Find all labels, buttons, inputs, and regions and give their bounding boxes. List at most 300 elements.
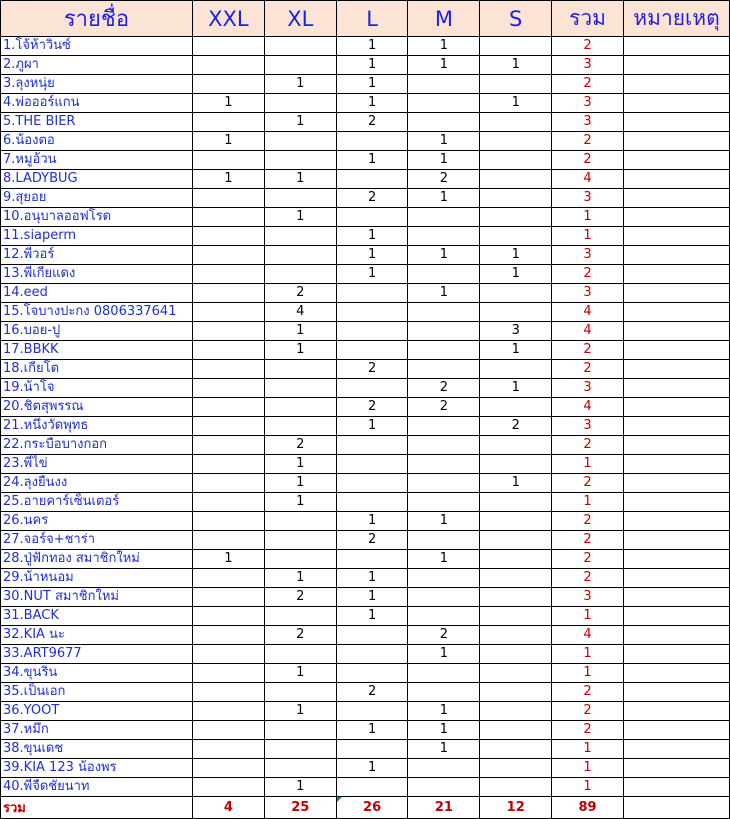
cell-name[interactable]: 3.ลุงหนุ่ย xyxy=(1,75,193,94)
cell-m[interactable] xyxy=(408,322,480,341)
cell-note[interactable] xyxy=(623,265,729,284)
cell-xl[interactable]: 1 xyxy=(264,455,336,474)
cell-l[interactable]: 1 xyxy=(336,151,408,170)
cell-xl[interactable] xyxy=(264,151,336,170)
cell-total[interactable]: 3 xyxy=(552,379,624,398)
cell-s[interactable]: 1 xyxy=(480,379,552,398)
cell-s[interactable]: 1 xyxy=(480,246,552,265)
cell-xxl[interactable] xyxy=(192,474,264,493)
cell-name[interactable]: 30.NUT สมาชิกใหม่ xyxy=(1,588,193,607)
cell-xxl[interactable] xyxy=(192,740,264,759)
cell-total[interactable]: 2 xyxy=(552,683,624,702)
cell-name[interactable]: 1.โจ้ห้าวินซ์ xyxy=(1,37,193,56)
cell-note[interactable] xyxy=(623,702,729,721)
cell-total[interactable]: 2 xyxy=(552,531,624,550)
cell-xxl[interactable] xyxy=(192,113,264,132)
cell-name[interactable]: 7.หมูอ้วน xyxy=(1,151,193,170)
cell-l[interactable] xyxy=(336,493,408,512)
cell-total[interactable]: 4 xyxy=(552,626,624,645)
cell-total[interactable]: 2 xyxy=(552,702,624,721)
cell-s[interactable] xyxy=(480,588,552,607)
cell-total[interactable]: 1 xyxy=(552,607,624,626)
cell-l[interactable]: 1 xyxy=(336,246,408,265)
cell-m[interactable]: 1 xyxy=(408,37,480,56)
cell-m[interactable] xyxy=(408,436,480,455)
cell-xxl[interactable] xyxy=(192,37,264,56)
cell-name[interactable]: 11.siaperm xyxy=(1,227,193,246)
cell-m[interactable] xyxy=(408,607,480,626)
cell-total[interactable]: 1 xyxy=(552,208,624,227)
cell-m[interactable]: 1 xyxy=(408,246,480,265)
cell-xxl[interactable] xyxy=(192,493,264,512)
cell-total[interactable]: 3 xyxy=(552,246,624,265)
cell-name[interactable]: 4.พ่อออร์แกน xyxy=(1,94,193,113)
cell-s[interactable] xyxy=(480,227,552,246)
cell-note[interactable] xyxy=(623,132,729,151)
cell-s[interactable] xyxy=(480,436,552,455)
cell-s[interactable] xyxy=(480,626,552,645)
cell-xxl[interactable]: 1 xyxy=(192,550,264,569)
cell-total[interactable]: 2 xyxy=(552,37,624,56)
cell-xxl[interactable] xyxy=(192,778,264,797)
cell-xl[interactable]: 1 xyxy=(264,569,336,588)
cell-total[interactable]: 3 xyxy=(552,189,624,208)
cell-note[interactable] xyxy=(623,645,729,664)
cell-xxl[interactable] xyxy=(192,588,264,607)
cell-l[interactable]: 2 xyxy=(336,113,408,132)
totals-xl[interactable]: 25 xyxy=(264,797,336,819)
cell-m[interactable]: 2 xyxy=(408,379,480,398)
cell-m[interactable]: 1 xyxy=(408,189,480,208)
cell-total[interactable]: 2 xyxy=(552,341,624,360)
cell-l[interactable] xyxy=(336,664,408,683)
cell-xxl[interactable]: 1 xyxy=(192,132,264,151)
cell-xxl[interactable] xyxy=(192,151,264,170)
cell-s[interactable] xyxy=(480,189,552,208)
cell-name[interactable]: 6.น้องตอ xyxy=(1,132,193,151)
cell-name[interactable]: 8.LADYBUG xyxy=(1,170,193,189)
cell-xxl[interactable]: 1 xyxy=(192,94,264,113)
cell-s[interactable] xyxy=(480,607,552,626)
cell-xl[interactable]: 1 xyxy=(264,474,336,493)
cell-s[interactable] xyxy=(480,493,552,512)
cell-l[interactable] xyxy=(336,303,408,322)
cell-l[interactable]: 1 xyxy=(336,512,408,531)
cell-xxl[interactable]: 1 xyxy=(192,170,264,189)
cell-s[interactable] xyxy=(480,170,552,189)
cell-s[interactable] xyxy=(480,208,552,227)
cell-total[interactable]: 1 xyxy=(552,740,624,759)
cell-xl[interactable] xyxy=(264,360,336,379)
cell-note[interactable] xyxy=(623,246,729,265)
cell-xxl[interactable] xyxy=(192,341,264,360)
cell-s[interactable] xyxy=(480,113,552,132)
cell-note[interactable] xyxy=(623,569,729,588)
cell-name[interactable]: 23.พี่ไข่ xyxy=(1,455,193,474)
cell-name[interactable]: 19.น้าโจ xyxy=(1,379,193,398)
cell-xxl[interactable] xyxy=(192,645,264,664)
cell-m[interactable] xyxy=(408,493,480,512)
cell-xxl[interactable] xyxy=(192,664,264,683)
cell-total[interactable]: 1 xyxy=(552,759,624,778)
cell-xxl[interactable] xyxy=(192,398,264,417)
cell-l[interactable]: 2 xyxy=(336,189,408,208)
cell-l[interactable] xyxy=(336,702,408,721)
cell-xxl[interactable] xyxy=(192,246,264,265)
cell-name[interactable]: 32.KIA นะ xyxy=(1,626,193,645)
cell-total[interactable]: 4 xyxy=(552,398,624,417)
cell-xl[interactable] xyxy=(264,56,336,75)
cell-xl[interactable] xyxy=(264,94,336,113)
cell-xl[interactable] xyxy=(264,379,336,398)
cell-l[interactable] xyxy=(336,379,408,398)
cell-xl[interactable] xyxy=(264,246,336,265)
cell-xl[interactable] xyxy=(264,721,336,740)
cell-xxl[interactable] xyxy=(192,512,264,531)
cell-xl[interactable]: 2 xyxy=(264,284,336,303)
cell-s[interactable] xyxy=(480,151,552,170)
totals-xxl[interactable]: 4 xyxy=(192,797,264,819)
cell-note[interactable] xyxy=(623,436,729,455)
cell-xl[interactable] xyxy=(264,550,336,569)
cell-xl[interactable] xyxy=(264,265,336,284)
cell-m[interactable]: 1 xyxy=(408,284,480,303)
cell-total[interactable]: 2 xyxy=(552,721,624,740)
cell-m[interactable] xyxy=(408,113,480,132)
cell-m[interactable]: 1 xyxy=(408,132,480,151)
cell-note[interactable] xyxy=(623,303,729,322)
cell-s[interactable] xyxy=(480,360,552,379)
cell-l[interactable] xyxy=(336,550,408,569)
cell-l[interactable] xyxy=(336,132,408,151)
cell-note[interactable] xyxy=(623,322,729,341)
cell-xxl[interactable] xyxy=(192,379,264,398)
cell-note[interactable] xyxy=(623,189,729,208)
cell-note[interactable] xyxy=(623,512,729,531)
cell-xl[interactable]: 2 xyxy=(264,436,336,455)
cell-l[interactable]: 1 xyxy=(336,759,408,778)
cell-l[interactable] xyxy=(336,740,408,759)
cell-note[interactable] xyxy=(623,740,729,759)
cell-m[interactable]: 1 xyxy=(408,56,480,75)
cell-m[interactable] xyxy=(408,227,480,246)
cell-note[interactable] xyxy=(623,113,729,132)
cell-m[interactable] xyxy=(408,75,480,94)
cell-xl[interactable] xyxy=(264,37,336,56)
cell-note[interactable] xyxy=(623,588,729,607)
cell-total[interactable]: 2 xyxy=(552,151,624,170)
cell-s[interactable] xyxy=(480,645,552,664)
cell-total[interactable]: 2 xyxy=(552,265,624,284)
cell-m[interactable]: 1 xyxy=(408,740,480,759)
cell-xxl[interactable] xyxy=(192,322,264,341)
cell-m[interactable] xyxy=(408,265,480,284)
cell-m[interactable] xyxy=(408,303,480,322)
cell-s[interactable] xyxy=(480,398,552,417)
cell-xl[interactable] xyxy=(264,759,336,778)
cell-name[interactable]: 26.นคร xyxy=(1,512,193,531)
cell-note[interactable] xyxy=(623,778,729,797)
cell-s[interactable] xyxy=(480,531,552,550)
cell-xxl[interactable] xyxy=(192,702,264,721)
cell-xxl[interactable] xyxy=(192,208,264,227)
cell-l[interactable]: 1 xyxy=(336,56,408,75)
cell-note[interactable] xyxy=(623,455,729,474)
cell-name[interactable]: 40.พี่จืดชัยนาท xyxy=(1,778,193,797)
cell-note[interactable] xyxy=(623,170,729,189)
cell-xxl[interactable] xyxy=(192,417,264,436)
cell-name[interactable]: 17.BBKK xyxy=(1,341,193,360)
cell-xl[interactable] xyxy=(264,740,336,759)
cell-l[interactable]: 1 xyxy=(336,265,408,284)
totals-s[interactable]: 12 xyxy=(480,797,552,819)
cell-l[interactable]: 2 xyxy=(336,531,408,550)
cell-l[interactable] xyxy=(336,322,408,341)
cell-total[interactable]: 1 xyxy=(552,664,624,683)
cell-xl[interactable]: 1 xyxy=(264,113,336,132)
cell-name[interactable]: 15.โจบางปะกง 0806337641 xyxy=(1,303,193,322)
cell-note[interactable] xyxy=(623,531,729,550)
cell-l[interactable]: 1 xyxy=(336,227,408,246)
cell-m[interactable]: 2 xyxy=(408,626,480,645)
cell-s[interactable] xyxy=(480,37,552,56)
cell-total[interactable]: 2 xyxy=(552,132,624,151)
cell-s[interactable] xyxy=(480,75,552,94)
cell-name[interactable]: 33.ART9677 xyxy=(1,645,193,664)
cell-xxl[interactable] xyxy=(192,626,264,645)
cell-m[interactable] xyxy=(408,531,480,550)
cell-xl[interactable]: 2 xyxy=(264,626,336,645)
cell-xl[interactable] xyxy=(264,512,336,531)
cell-xl[interactable] xyxy=(264,227,336,246)
cell-l[interactable] xyxy=(336,170,408,189)
cell-note[interactable] xyxy=(623,626,729,645)
cell-l[interactable] xyxy=(336,284,408,303)
cell-note[interactable] xyxy=(623,94,729,113)
cell-total[interactable]: 1 xyxy=(552,455,624,474)
cell-xl[interactable]: 1 xyxy=(264,208,336,227)
cell-note[interactable] xyxy=(623,341,729,360)
cell-m[interactable]: 1 xyxy=(408,702,480,721)
cell-xl[interactable]: 1 xyxy=(264,322,336,341)
cell-note[interactable] xyxy=(623,75,729,94)
cell-m[interactable] xyxy=(408,664,480,683)
cell-xl[interactable]: 1 xyxy=(264,778,336,797)
cell-m[interactable] xyxy=(408,569,480,588)
cell-l[interactable] xyxy=(336,455,408,474)
cell-xl[interactable] xyxy=(264,607,336,626)
cell-xl[interactable]: 2 xyxy=(264,588,336,607)
cell-name[interactable]: 22.กระบือบางกอก xyxy=(1,436,193,455)
cell-total[interactable]: 3 xyxy=(552,588,624,607)
cell-xxl[interactable] xyxy=(192,607,264,626)
cell-m[interactable]: 2 xyxy=(408,170,480,189)
cell-xxl[interactable] xyxy=(192,284,264,303)
cell-xxl[interactable] xyxy=(192,759,264,778)
cell-xxl[interactable] xyxy=(192,360,264,379)
cell-total[interactable]: 2 xyxy=(552,75,624,94)
cell-name[interactable]: 39.KIA 123 น้องพร xyxy=(1,759,193,778)
cell-s[interactable]: 1 xyxy=(480,265,552,284)
cell-name[interactable]: 5.THE BIER xyxy=(1,113,193,132)
cell-s[interactable] xyxy=(480,569,552,588)
cell-l[interactable]: 1 xyxy=(336,94,408,113)
cell-m[interactable]: 2 xyxy=(408,398,480,417)
cell-name[interactable]: 12.พี่วอร์ xyxy=(1,246,193,265)
cell-s[interactable] xyxy=(480,550,552,569)
cell-l[interactable] xyxy=(336,341,408,360)
cell-xxl[interactable] xyxy=(192,721,264,740)
cell-total[interactable]: 1 xyxy=(552,778,624,797)
cell-name[interactable]: 16.บอย-ปู xyxy=(1,322,193,341)
cell-m[interactable] xyxy=(408,778,480,797)
cell-l[interactable] xyxy=(336,778,408,797)
cell-name[interactable]: 2.ภูผา xyxy=(1,56,193,75)
cell-l[interactable] xyxy=(336,208,408,227)
cell-xl[interactable]: 1 xyxy=(264,664,336,683)
cell-xl[interactable]: 1 xyxy=(264,702,336,721)
cell-xxl[interactable] xyxy=(192,56,264,75)
cell-xl[interactable]: 1 xyxy=(264,75,336,94)
cell-s[interactable]: 1 xyxy=(480,94,552,113)
cell-s[interactable] xyxy=(480,683,552,702)
cell-xxl[interactable] xyxy=(192,569,264,588)
cell-l[interactable] xyxy=(336,436,408,455)
cell-total[interactable]: 1 xyxy=(552,645,624,664)
cell-m[interactable] xyxy=(408,474,480,493)
cell-xl[interactable] xyxy=(264,417,336,436)
cell-xxl[interactable] xyxy=(192,683,264,702)
cell-l[interactable]: 1 xyxy=(336,721,408,740)
cell-total[interactable]: 3 xyxy=(552,56,624,75)
cell-xxl[interactable] xyxy=(192,189,264,208)
cell-note[interactable] xyxy=(623,37,729,56)
cell-xl[interactable]: 4 xyxy=(264,303,336,322)
cell-total[interactable]: 2 xyxy=(552,436,624,455)
cell-name[interactable]: 24.ลุงยืนงง xyxy=(1,474,193,493)
cell-l[interactable] xyxy=(336,626,408,645)
cell-s[interactable] xyxy=(480,284,552,303)
cell-s[interactable]: 1 xyxy=(480,474,552,493)
cell-note[interactable] xyxy=(623,474,729,493)
cell-name[interactable]: 25.อายคาร์เซ็นเตอร์ xyxy=(1,493,193,512)
cell-note[interactable] xyxy=(623,56,729,75)
cell-m[interactable] xyxy=(408,360,480,379)
cell-name[interactable]: 29.น้าหนอม xyxy=(1,569,193,588)
cell-name[interactable]: 21.หนึ่งวัดพุทธ xyxy=(1,417,193,436)
cell-xxl[interactable] xyxy=(192,227,264,246)
cell-note[interactable] xyxy=(623,493,729,512)
cell-xxl[interactable] xyxy=(192,531,264,550)
cell-xl[interactable] xyxy=(264,189,336,208)
cell-s[interactable]: 3 xyxy=(480,322,552,341)
cell-name[interactable]: 37.หมึก xyxy=(1,721,193,740)
cell-note[interactable] xyxy=(623,398,729,417)
cell-note[interactable] xyxy=(623,417,729,436)
cell-m[interactable] xyxy=(408,341,480,360)
cell-total[interactable]: 1 xyxy=(552,227,624,246)
cell-s[interactable] xyxy=(480,702,552,721)
cell-l[interactable]: 1 xyxy=(336,75,408,94)
cell-m[interactable] xyxy=(408,417,480,436)
cell-l[interactable] xyxy=(336,645,408,664)
cell-xxl[interactable] xyxy=(192,436,264,455)
cell-xxl[interactable] xyxy=(192,75,264,94)
cell-note[interactable] xyxy=(623,208,729,227)
cell-xl[interactable] xyxy=(264,398,336,417)
cell-note[interactable] xyxy=(623,607,729,626)
cell-s[interactable] xyxy=(480,132,552,151)
cell-name[interactable]: 9.สุยอย xyxy=(1,189,193,208)
cell-xl[interactable] xyxy=(264,132,336,151)
cell-xxl[interactable] xyxy=(192,303,264,322)
cell-note[interactable] xyxy=(623,379,729,398)
cell-m[interactable]: 1 xyxy=(408,645,480,664)
cell-s[interactable] xyxy=(480,778,552,797)
cell-s[interactable] xyxy=(480,455,552,474)
cell-s[interactable]: 1 xyxy=(480,341,552,360)
cell-l[interactable]: 2 xyxy=(336,360,408,379)
cell-s[interactable] xyxy=(480,512,552,531)
totals-l[interactable]: 26 xyxy=(336,797,408,819)
cell-m[interactable] xyxy=(408,94,480,113)
cell-note[interactable] xyxy=(623,151,729,170)
totals-note[interactable] xyxy=(623,797,729,819)
cell-name[interactable]: 34.ขุนริน xyxy=(1,664,193,683)
cell-s[interactable] xyxy=(480,664,552,683)
cell-note[interactable] xyxy=(623,284,729,303)
cell-name[interactable]: 35.เป็นเอก xyxy=(1,683,193,702)
cell-note[interactable] xyxy=(623,227,729,246)
cell-xl[interactable]: 1 xyxy=(264,170,336,189)
cell-total[interactable]: 2 xyxy=(552,360,624,379)
cell-name[interactable]: 27.จอร์จ+ชาร่า xyxy=(1,531,193,550)
cell-total[interactable]: 3 xyxy=(552,94,624,113)
cell-name[interactable]: 28.ปู่ฟักทอง สมาชิกใหม่ xyxy=(1,550,193,569)
cell-s[interactable] xyxy=(480,740,552,759)
cell-l[interactable]: 1 xyxy=(336,37,408,56)
cell-total[interactable]: 3 xyxy=(552,284,624,303)
totals-sum[interactable]: 89 xyxy=(552,797,624,819)
cell-total[interactable]: 2 xyxy=(552,550,624,569)
cell-xl[interactable]: 1 xyxy=(264,493,336,512)
cell-l[interactable]: 1 xyxy=(336,607,408,626)
cell-l[interactable] xyxy=(336,474,408,493)
cell-name[interactable]: 31.BACK xyxy=(1,607,193,626)
cell-total[interactable]: 4 xyxy=(552,303,624,322)
cell-m[interactable]: 1 xyxy=(408,151,480,170)
cell-note[interactable] xyxy=(623,721,729,740)
cell-total[interactable]: 4 xyxy=(552,170,624,189)
cell-m[interactable] xyxy=(408,208,480,227)
cell-name[interactable]: 38.ขุนเดช xyxy=(1,740,193,759)
cell-l[interactable]: 2 xyxy=(336,398,408,417)
cell-l[interactable]: 1 xyxy=(336,417,408,436)
cell-s[interactable] xyxy=(480,759,552,778)
cell-m[interactable]: 1 xyxy=(408,512,480,531)
cell-s[interactable] xyxy=(480,303,552,322)
cell-total[interactable]: 2 xyxy=(552,474,624,493)
cell-total[interactable]: 2 xyxy=(552,512,624,531)
cell-m[interactable]: 1 xyxy=(408,550,480,569)
cell-total[interactable]: 4 xyxy=(552,322,624,341)
cell-xl[interactable]: 1 xyxy=(264,341,336,360)
cell-s[interactable]: 1 xyxy=(480,56,552,75)
cell-name[interactable]: 10.อนุบาลออฟโรด xyxy=(1,208,193,227)
cell-name[interactable]: 18.เกียโต xyxy=(1,360,193,379)
cell-note[interactable] xyxy=(623,759,729,778)
cell-m[interactable] xyxy=(408,683,480,702)
